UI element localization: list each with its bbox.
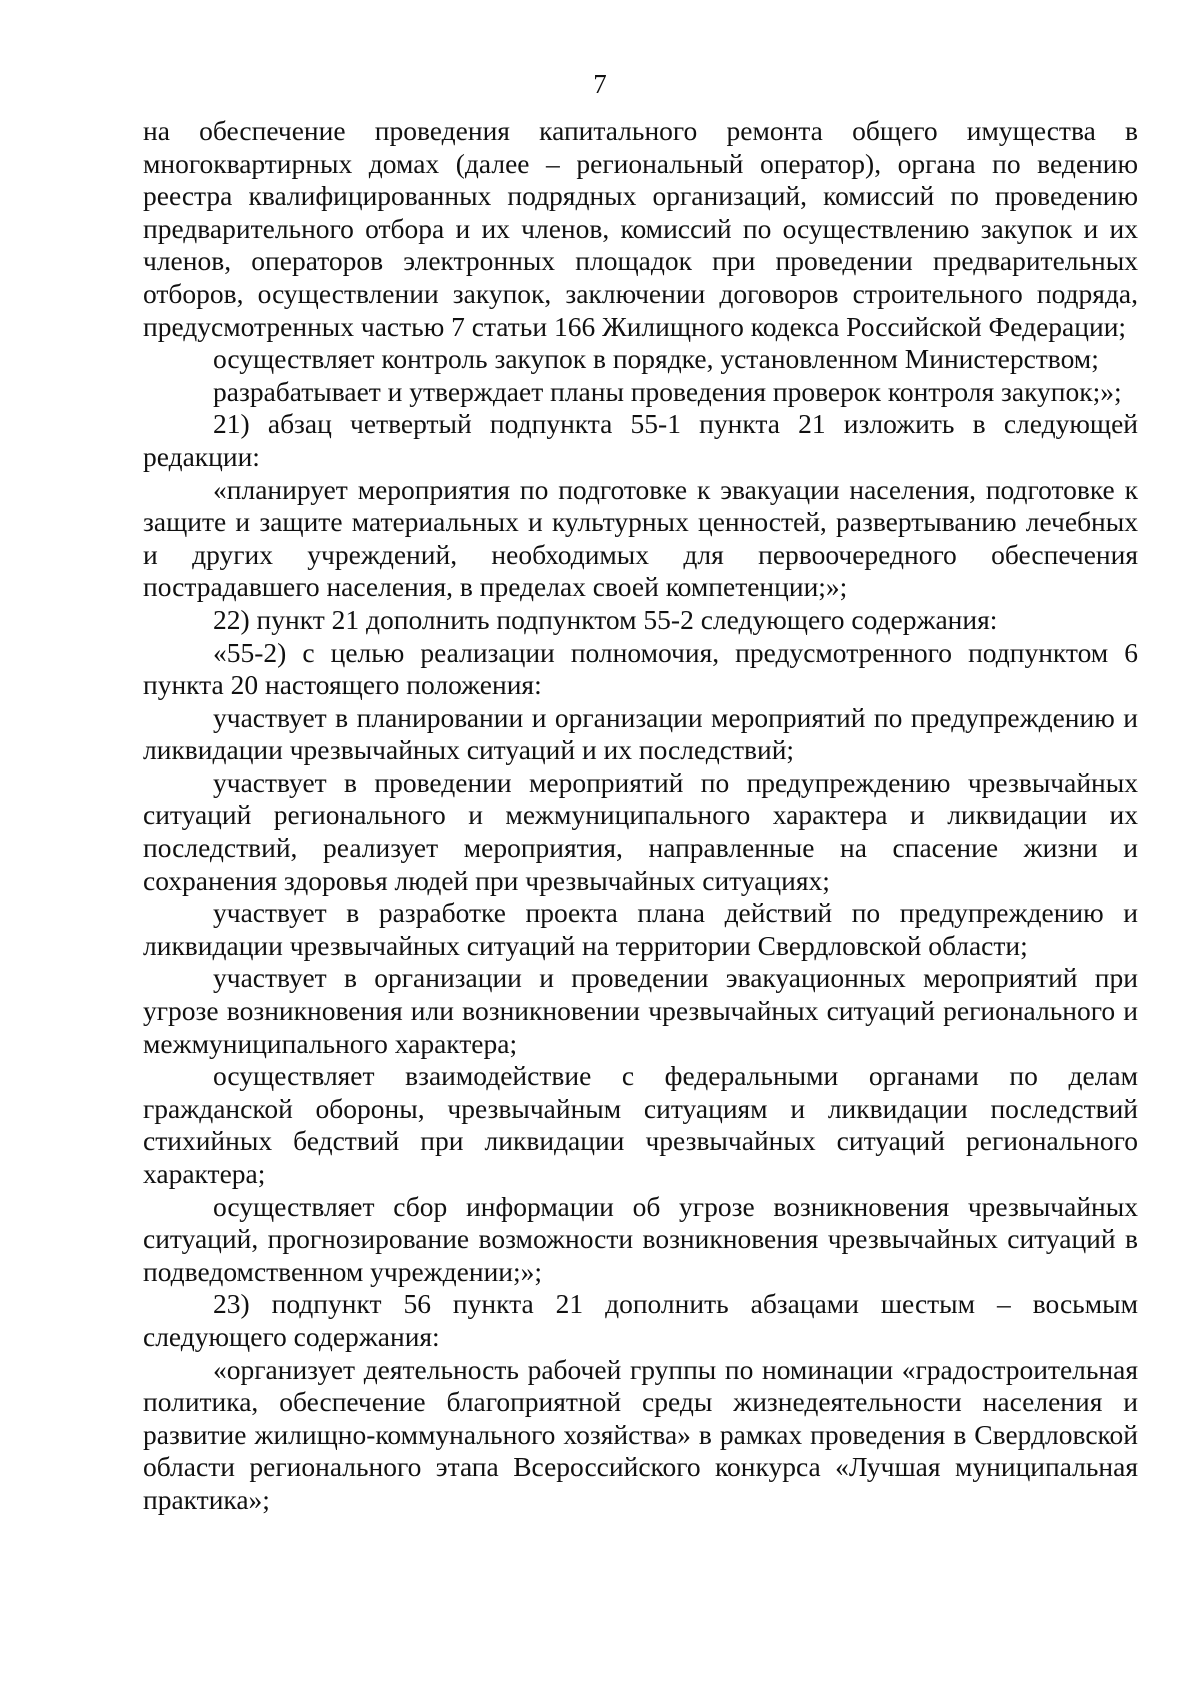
paragraph-6: 22) пункт 21 дополнить подпунктом 55-2 следующего содержания: bbox=[213, 603, 998, 635]
paragraph-8: участвует в планировании и организации мероприятий по предупреждению и ликвидации чрезвычайных ситуаций и их последствий; bbox=[143, 701, 1138, 766]
paragraph-15: «организует деятельность рабочей группы по номинации «градостроительная политика, обеспечение благоприятной среды жизнедеятельности населения и развитие жилищно-коммунального хозяйства» в рамках проведения в Свердловской области регионального этапа Всероссийского конкурса «Лучшая муниципальная практика»; bbox=[143, 1353, 1138, 1515]
paragraph-12: осуществляет взаимодействие с федеральными органами по делам гражданской обороны, чрезвычайным ситуациям и ликвидации последствий стихийных бедствий при ликвидации чрезвычайных ситуаций регионального характера; bbox=[143, 1060, 1138, 1189]
paragraph-14: 23) подпункт 56 пункта 21 дополнить абзацами шестым – восьмым следующего содержания: bbox=[143, 1288, 1138, 1352]
paragraph-3: разрабатывает и утверждает планы проведения проверок контроля закупок;»; bbox=[213, 375, 1122, 407]
document-body bbox=[143, 115, 1138, 1517]
paragraph-5: «планирует мероприятия по подготовке к эвакуации населения, подготовке к защите и защите материальных и культурных ценностей, развертыванию лечебных и других учреждений, необходимых для первоочередного обеспечения пострадавшего населения, в пределах своей компетенции;»; bbox=[143, 473, 1138, 603]
page-number: 7 bbox=[593, 69, 607, 99]
paragraph-1: на обеспечение проведения капитального ремонта общего имущества в многоквартирных домах (далее – региональный оператор), органа по ведению реестра квалифицированных подрядных организаций, комиссий по проведению предварительного отбора и их членов, комиссий по осуществлению закупок и их членов, операторов электронных площадок при проведении предварительных отборов, осуществлении закупок, заключении договоров строительного подряда, предусмотренных частью 7 статьи 166 Жилищного кодекса Российской Федерации; bbox=[143, 115, 1138, 342]
paragraph-9: участвует в проведении мероприятий по предупреждению чрезвычайных ситуаций регионального и межмуниципального характера и ликвидации их последствий, реализует мероприятия, направленные на спасение жизни и сохранения здоровья людей при чрезвычайных ситуациях; bbox=[143, 766, 1138, 896]
paragraph-4: 21) абзац четвертый подпункта 55-1 пункта 21 изложить в следующей редакции: bbox=[143, 408, 1138, 472]
paragraph-2: осуществляет контроль закупок в порядке, установленном Министерством; bbox=[213, 343, 1099, 375]
paragraph-10: участвует в разработке проекта плана действий по предупреждению и ликвидации чрезвычайных ситуаций на территории Свердловской области; bbox=[143, 897, 1138, 961]
paragraph-13: осуществляет сбор информации об угрозе возникновения чрезвычайных ситуаций, прогнозирование возможности возникновения чрезвычайных ситуаций в подведомственном учреждении;»; bbox=[143, 1190, 1138, 1287]
paragraph-11: участвует в организации и проведении эвакуационных мероприятий при угрозе возникновения или возникновении чрезвычайных ситуаций регионального и межмуниципального характера; bbox=[143, 962, 1138, 1059]
paragraph-7: «55-2) с целью реализации полномочия, предусмотренного подпунктом 6 пункта 20 настоящего положения: bbox=[143, 636, 1138, 701]
